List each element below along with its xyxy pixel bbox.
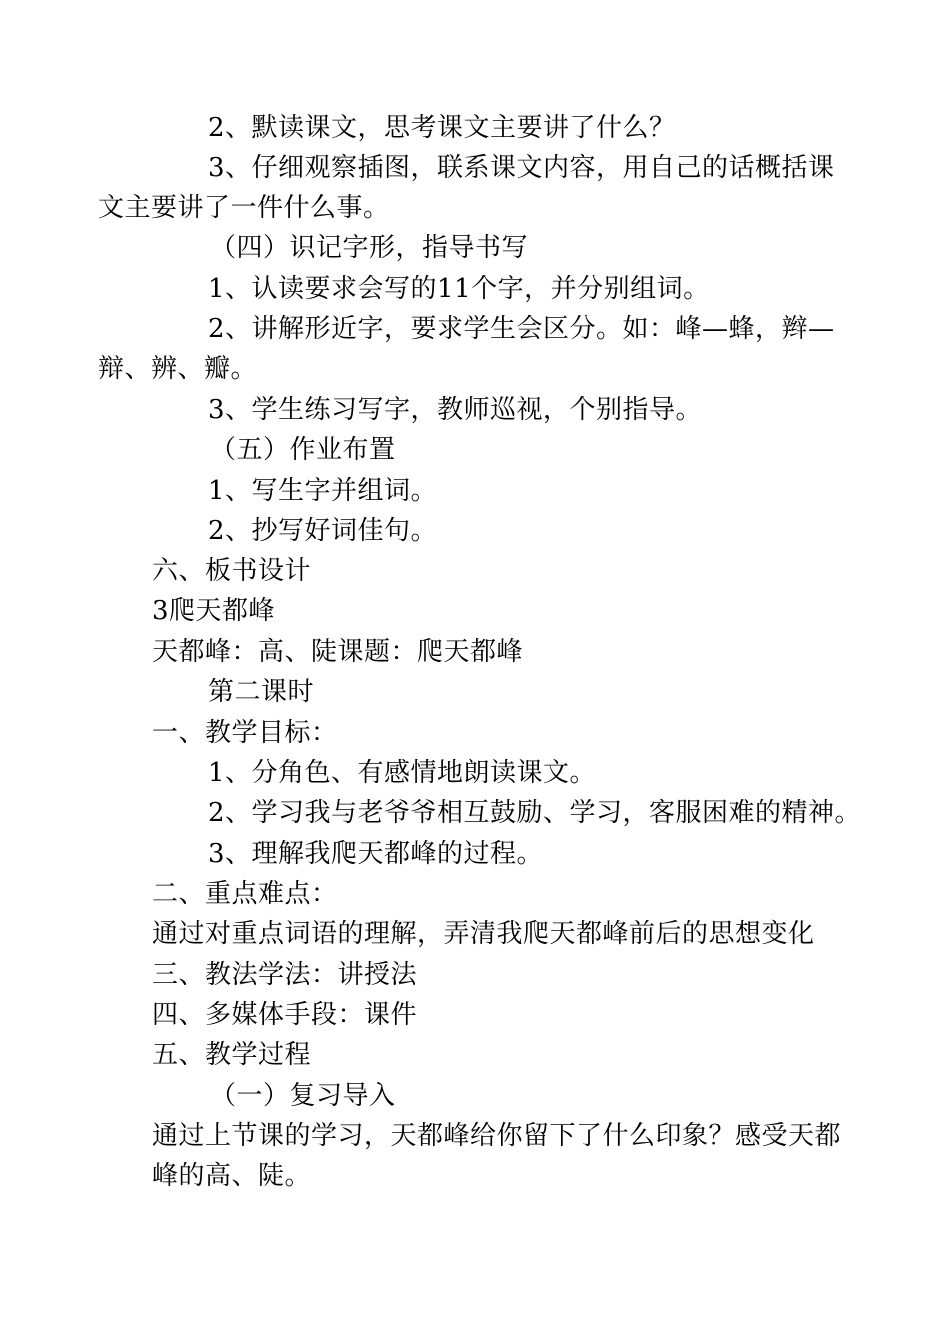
section-heading: 第二课时 [208,677,315,707]
text-line: 辩、辨、瓣。 [98,354,258,384]
section-heading: 六、板书设计 [152,556,312,586]
text-line: 峰的高、陡。 [152,1161,312,1191]
section-heading: （一）复习导入 [210,1081,396,1111]
text-line: 天都峰：高、陡课题：爬天都峰 [152,637,524,667]
text-line: 2、默读课文，思考课文主要讲了什么？ [208,113,676,143]
text-line: 2、学习我与老爷爷相互鼓励、学习，客服困难的精神。 [208,798,862,828]
text-line: 1、分角色、有感情地朗读课文。 [208,758,597,788]
text-line: 3、学生练习写字，教师巡视，个别指导。 [208,395,703,425]
text-line: 通过上节课的学习，天都峰给你留下了什么印象？感受天都 [152,1121,842,1151]
text-line: 文主要讲了一件什么事。 [98,193,390,223]
text-line: 1、认读要求会写的11个字，并分别组词。 [208,274,710,304]
text-line: 3、理解我爬天都峰的过程。 [208,839,544,869]
text-line: 3、仔细观察插图，联系课文内容，用自己的话概括课 [208,153,835,183]
section-heading: 五、教学过程 [152,1040,312,1070]
text-line: 2、抄写好词佳句。 [208,516,438,546]
section-heading: 三、教法学法：讲授法 [152,960,418,990]
section-heading: 四、多媒体手段：课件 [152,1000,418,1030]
text-line: 1、写生字并组词。 [208,476,438,506]
text-line: 2、讲解形近字，要求学生会区分。如：峰—蜂，辫— [208,314,835,344]
section-heading: （四）识记字形，指导书写 [210,233,529,263]
text-line: 通过对重点词语的理解，弄清我爬天都峰前后的思想变化 [152,919,815,949]
section-heading: （五）作业布置 [210,435,396,465]
section-heading: 二、重点难点： [152,879,338,909]
text-line: 3爬天都峰 [152,596,276,626]
section-heading: 一、教学目标： [152,718,338,748]
